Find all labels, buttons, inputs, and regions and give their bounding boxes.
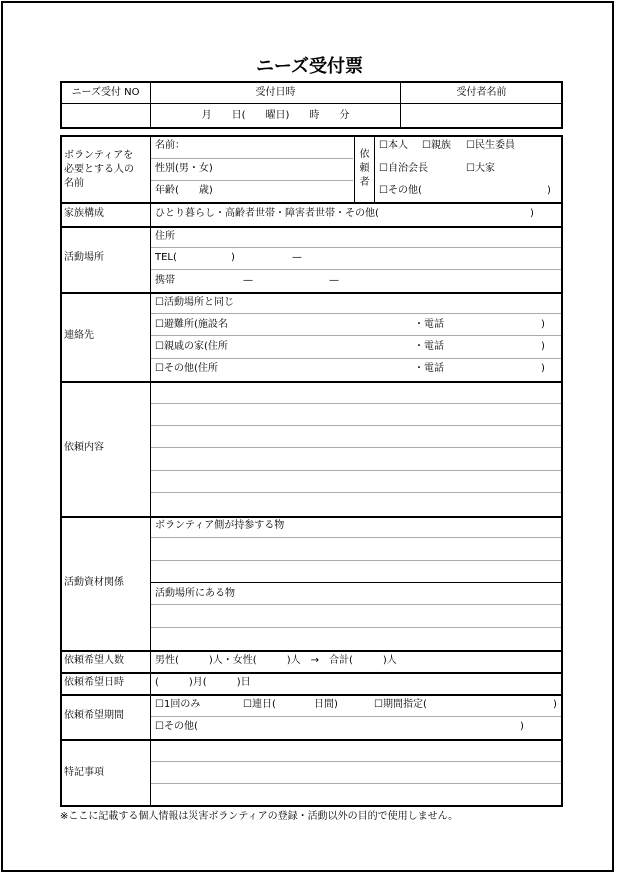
- contact-other-close: ): [541, 363, 545, 374]
- period-other-close: ): [520, 721, 524, 732]
- requester-other-checkbox[interactable]: ☐その他(: [379, 185, 422, 196]
- contact-shelter-phone: ・電話: [414, 319, 444, 330]
- family-options[interactable]: ひとり暮らし・高齢者世帯・障害者世帯・その他(: [155, 208, 379, 219]
- requester-landlord-checkbox[interactable]: ☐大家: [466, 163, 495, 174]
- contact-shelter-close: ): [541, 319, 545, 330]
- notes-label: 特記事項: [64, 767, 104, 778]
- header-no-label: ニーズ受付 NO: [71, 87, 140, 98]
- materials-brought-field[interactable]: [152, 538, 561, 581]
- date-label: 依頼希望日時: [64, 677, 124, 688]
- header-datetime-field[interactable]: 月 日( 曜日) 時 分: [201, 110, 350, 121]
- notes-field[interactable]: [152, 741, 561, 805]
- header-receiver-field[interactable]: [402, 105, 561, 127]
- contact-relative-home-close: ): [541, 341, 545, 352]
- period-days-label: 日間): [314, 699, 338, 710]
- family-label: 家族構成: [64, 208, 104, 219]
- people-label: 依頼希望人数: [64, 655, 124, 666]
- period-consecutive-checkbox[interactable]: ☐連日(: [243, 699, 276, 710]
- form-title: ニーズ受付票: [255, 56, 364, 77]
- site-tel-field[interactable]: TEL(: [155, 252, 177, 263]
- date-field[interactable]: ( )月( )日: [155, 677, 251, 688]
- site-label: 活動場所: [64, 252, 104, 263]
- request-content-field[interactable]: [152, 384, 561, 514]
- contact-other-checkbox[interactable]: ☐その他(住所: [155, 363, 218, 374]
- contact-relative-home-phone: ・電話: [414, 341, 444, 352]
- header-receiver-label: 受付者名前: [456, 87, 507, 98]
- materials-onsite-field[interactable]: [152, 605, 561, 649]
- header-datetime-label: 受付日時: [255, 87, 296, 98]
- period-other-checkbox[interactable]: ☐その他(: [155, 721, 198, 732]
- site-mobile-dash-1: —: [243, 275, 253, 286]
- age-field[interactable]: 年齢( 歳): [155, 185, 213, 196]
- materials-label: 活動資材関係: [64, 577, 124, 588]
- requester-welfare-commissioner-checkbox[interactable]: ☐民生委員: [466, 140, 515, 151]
- requester-relative-checkbox[interactable]: ☐親族: [422, 140, 451, 151]
- period-specified-checkbox[interactable]: ☐期間指定(: [374, 699, 427, 710]
- people-field[interactable]: 男性( )人・女性( )人 → 合計( )人: [155, 655, 397, 666]
- period-once-checkbox[interactable]: ☐1回のみ: [155, 699, 201, 710]
- site-tel-close: ): [231, 252, 235, 263]
- contact-shelter-checkbox[interactable]: ☐避難所(施設名: [155, 319, 228, 330]
- request-label: 依頼内容: [64, 442, 104, 453]
- header-no-field[interactable]: [62, 105, 149, 127]
- name-field[interactable]: 名前：: [155, 140, 185, 151]
- requester-self-checkbox[interactable]: ☐本人: [379, 140, 408, 151]
- contact-label: 連絡先: [64, 330, 94, 341]
- materials-brought-label: ボランティア側が持参する物: [155, 520, 285, 531]
- site-address-field[interactable]: 住所: [155, 231, 175, 242]
- site-tel-dash: —: [292, 252, 302, 263]
- period-specified-close: ): [553, 699, 557, 710]
- privacy-footnote: ※ここに記載する個人情報は災害ボランティアの登録・活動以外の目的で使用しません。: [60, 811, 459, 822]
- volunteer-label: ボランティアを 必要とする人の 名前: [64, 150, 134, 189]
- requester-community-head-checkbox[interactable]: ☐自治会長: [379, 163, 428, 174]
- contact-relative-home-checkbox[interactable]: ☐親戚の家(住所: [155, 341, 228, 352]
- period-label: 依頼希望期間: [64, 710, 124, 721]
- family-close: ): [530, 208, 534, 219]
- site-mobile-field[interactable]: 携帯: [155, 275, 175, 286]
- gender-field[interactable]: 性別(男・女): [155, 163, 213, 174]
- requester-other-close: ): [547, 185, 551, 196]
- contact-other-phone: ・電話: [414, 363, 444, 374]
- site-mobile-dash-2: —: [329, 275, 339, 286]
- contact-same-as-site-checkbox[interactable]: ☐活動場所と同じ: [155, 297, 234, 308]
- requester-label: 依 頼 者: [359, 149, 370, 188]
- materials-onsite-label: 活動場所にある物: [155, 588, 235, 599]
